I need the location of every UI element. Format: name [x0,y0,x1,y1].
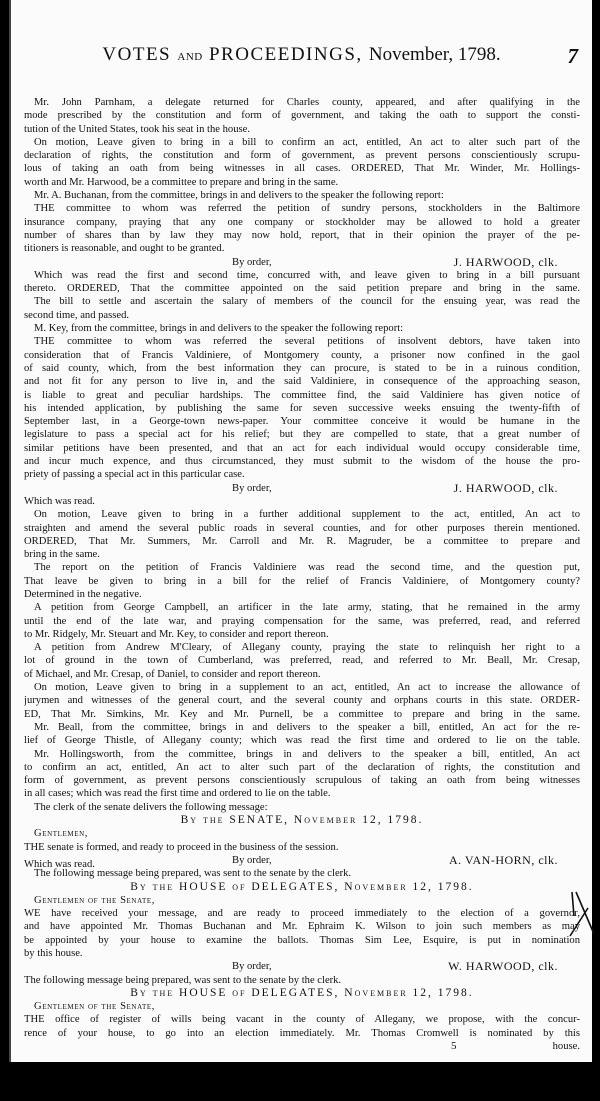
text-line: The bill to settle and ascertain the salary of members of the council for the ensuing year, was read the [34,296,580,308]
text-line: ORDERED, That Mr. Summers, Mr. Carroll and Mr. R. Magruder, be a committee to prepare and [24,535,580,547]
document-body [24,96,580,1053]
which-was-read-text: Which was read. [24,858,95,870]
text-line: to Mr. Ridgely, Mr. Steuart and Mr. Key, to consider and report thereon. [24,628,329,640]
message-heading: By the HOUSE of DELEGATES, November 12, 1798. [130,986,474,999]
text-line: rence of your house, to go into an election immediately. Mr. Thomas Cromwell is nominated by this [24,1027,580,1039]
text-line: legislature to pass a special act for his relief; but they are compelled to state, that a great number of [24,429,580,441]
document-page [9,0,592,1062]
text-line: by this house. [24,948,83,959]
text-line: is liable to great and peculiar hardships. The committee find, the said Valdiniere has given notice of [24,389,580,401]
text-line: THE senate is formed, and ready to proceed in the business of the session. [24,841,339,853]
text-line: titioners is reasonable, and ought to be granted. [24,243,225,255]
text-line: Which was read the first and second time, concurred with, and leave given to bring in a bill pursuant [34,269,580,281]
clerk-signature: J. HARWOOD, clk. [453,480,558,495]
text-line: of Michael, and Mr. Cresap, of Daniel, to consider and report thereon. [24,668,321,680]
text-line: similar petitions have been presented, and that an act for each individual would occupy considerable time, [24,442,580,454]
text-line: and incur much expence, and thus circumstanced, they must submit to the wisdom of the house the pro- [24,456,580,468]
text-line: tution of the United States, took his seat in the house. [24,123,250,135]
message-heading: By the SENATE, November 12, 1798. [180,814,424,827]
text-line: September last, in a George-town news-paper. Your committee conceive it would be humane in the [24,416,580,428]
by-order-label: By order, [232,256,272,268]
text-line: Mr. Beall, from the committee, brings in and delivers to the speaker a bill, entitled, An act for the re- [34,721,580,733]
text-line: mode prescribed by the constitution and form of government, and taking the oath to support the consti- [24,110,580,122]
text-line: worth and Mr. Harwood, be a committee to prepare and bring in the same. [24,176,339,188]
salutation: Gentlemen, [34,828,89,840]
text-line: Which was read. [24,495,95,507]
text-line: WE have received your message, and are ready to proceed immediately to the election of a governor, [24,908,580,920]
text-line: The following message being prepared, was sent to the senate by the clerk. [34,868,352,880]
text-line: to confirm an act, entitled, An act to alter such part of the declaration of rights, the constitution and [24,761,580,773]
text-line: lief of George Thistle, of Allegany county; which was read the first time and ordered to lie on the table. [24,735,580,747]
text-line: Mr. A. Buchanan, from the committee, brings in and delivers to the speaker the following report: [34,190,444,202]
title-votes: VOTES [102,44,178,65]
text-line: On motion, Leave given to bring in a further additional supplement to the act, entitled, An act to [34,509,580,521]
signature-line [24,482,580,495]
text-line: number of shares than by law they may now hold, report, that in their opinion the prayer of the pe- [24,229,580,241]
text-line: second time, and passed. [24,309,130,321]
handwritten-x-mark-icon [566,890,600,938]
text-line: in all cases; which was read the first time and ordered to lie on the table. [24,788,331,800]
text-line: and have appointed Mr. Thomas Buchanan and Mr. Ephraim K. Wilson to join such members as may [24,921,580,933]
signature-line [24,256,580,269]
text-line: THE office of register of wills being vacant in the county of Allegany, we propose, with the concur- [24,1014,580,1026]
text-line: lous of taking an oath from being witnesses in all cases. ORDERED, That Mr. Winder, Mr. Hollings- [24,163,580,175]
clerk-signature: J. HARWOOD, clk. [453,254,558,269]
page-title [11,44,592,66]
by-order-label: By order, [232,482,272,494]
text-line: The clerk of the senate delivers the following message: [34,801,268,813]
text-line: bring in the same. [24,549,100,561]
text-line: jurymen and witnesses of the general court, and the several county and orphans courts in this state. ORDER- [24,695,580,707]
clerk-signature: W. HARWOOD, clk. [448,959,558,974]
page-number: 7 [567,44,578,68]
text-line: straighten and amend the several public roads in several counties, and for other purposes therein mentioned. [24,522,580,534]
text-line: On motion, Leave given to bring in a supplement to an act, entitled, An act to increase the allowance of [34,682,580,694]
text-line: of said county, which, from the best information they can procure, is stated to be in a ruinous condition, [24,362,580,374]
text-line: THE committee to whom was referred the several petitions of insolvent debtors, have taken into [34,336,580,348]
text-line: ED, That Mr. Simkins, Mr. Key and Mr. Purnell, be a committee to prepare and bring in the same. [24,708,580,720]
text-line: form of government, as prevent persons conscientiously scrupulous of taking an oath from being witnesses [24,775,580,787]
text-line: and not fit for any person to live in, and the said Valdiniere, in consequence of the approaching season, [24,376,580,388]
text-line: That leave be given to bring in a bill for the relief of Francis Valdiniere, of Montgomery county? [24,575,580,587]
text-line: his intended application, by publishing the same for seven successive weeks ensuing the twenty-fifth of [24,402,580,414]
by-order-label: By order, [232,961,272,973]
text-line: lot of ground in the town of Cumberland, was preferred, read, and referred to Mr. Beall, Mr. Cresap, [24,655,580,667]
text-line: The following message being prepared, was sent to the senate by the clerk. [24,974,342,986]
signature-line [24,852,580,870]
text-line: consideration that of Francis Valdiniere, of Montgomery county, a prisoner now confined in the gaol [24,349,580,361]
clerk-signature: A. VAN-HORN, clk. [448,852,558,867]
text-line: priety of passing a special act in this particular case. [24,469,245,481]
text-line: Mr. John Parnham, a delegate returned for Charles county, appeared, and after qualifying in the [34,97,580,108]
text-line: Mr. Hollingsworth, from the committee, brings in and delivers to the speaker a bill, entitled, An act [34,748,580,760]
text-line: until the end of the late war, and praying compensation for the same, was preferred, read, and referred [24,615,580,627]
message-heading: By the HOUSE of DELEGATES, November 12, 1798. [130,880,474,893]
text-line: thereto. ORDERED, That the committee appointed on the said petition prepare and bring in the same. [24,283,580,295]
text-line: insurance company, praying that any one company or stockholder may be allowed to hold a greater [24,216,580,228]
text-line: house. [552,1041,580,1053]
text-line: The report on the petition of Francis Valdiniere was read the second time, and the question put, [34,562,580,574]
text-line: A petition from George Campbell, an artificer in the late army, stating, that he remained in the army [34,602,580,614]
text-line: declaration of rights, the constitution and form of government, as prevent persons conscientiously scrupu- [24,150,580,162]
salutation: Gentlemen of the Senate, [34,894,155,906]
text-line: THE committee to whom was referred the petition of sundry persons, stockholders in the Baltimore [34,203,580,215]
title-and: and [177,48,203,64]
salutation: Gentlemen of the Senate, [34,1001,155,1013]
text-line: be appointed by your house to examine the ballots. Thomas Sim Lee, Esquire, is put in nomination [24,934,580,946]
text-line: Determined in the negative. [24,588,142,600]
text-line: On motion, Leave given to bring in a bill to confirm an act, entitled, An act to alter such part of the [34,136,580,148]
title-proceedings: PROCEEDINGS, [202,44,369,65]
text-line: A petition from Andrew M'Cleary, of Allegany county, praying the state to relinquish her right to a [34,642,580,654]
by-order-label: By order, [232,854,272,866]
text-line: M. Key, from the committee, brings in and delivers to the speaker the following report: [34,323,404,335]
title-date: November, 1798. [368,44,501,65]
folio-mark: 5 [451,1040,457,1052]
signature-line [24,960,580,973]
